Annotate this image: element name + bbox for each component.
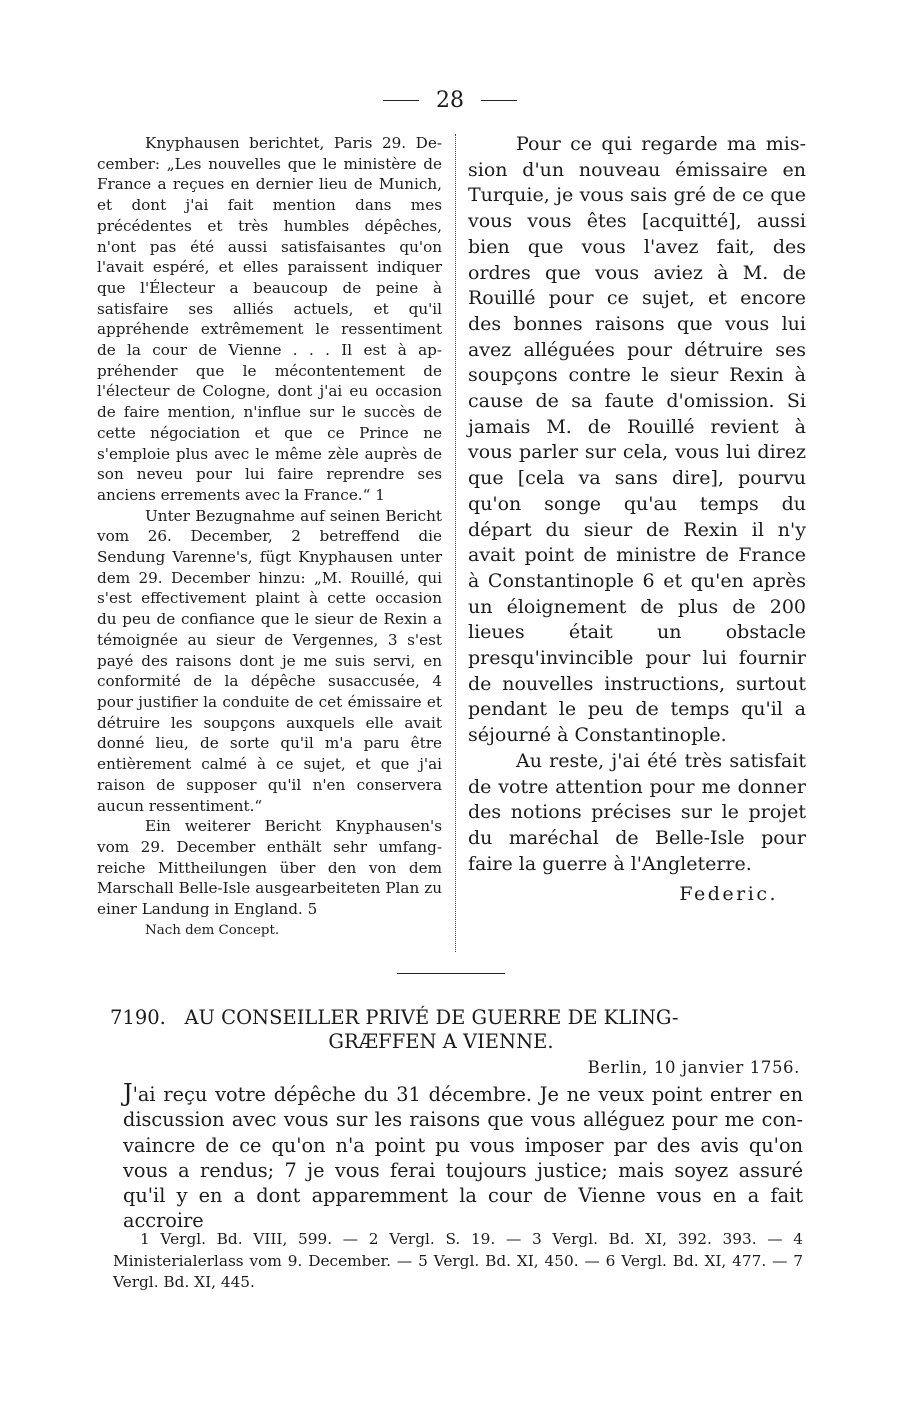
- header-dash-right: [481, 100, 517, 101]
- section-rule: [397, 973, 505, 974]
- body-text: 'ai reçu votre dépêche du 31 décembre. Je ne veux point entrer en discussion avec vous sur les raisons que vous alléguez pour me convaincre de ce qu'on n'a point pu vous imposer par des avis qu'on vous a rendus; 7 je vous ferai toujours justice; mais soyez assuré qu'il y en a dont apparemment la cour de Vienne vous en a fait accroire: [123, 1083, 803, 1233]
- commentary-paragraph: Ein weiterer Bericht Knyphausen's vom 29. December enthält sehr umfangreiche Mittheilungen über den von dem Marschall Belle-Isle ausgearbeiteten Plan zu einer Landung in England. 5: [97, 817, 442, 919]
- letter-paragraph: Au reste, j'ai été très satisfait de votre attention pour me donner des notions précises sur le projet du maréchal de Belle-Isle pour faire la guerre à l'Angleterre.: [468, 749, 806, 875]
- document-title-line-2: GRÆFFEN A VIENNE.: [328, 1030, 554, 1053]
- left-column-commentary: [97, 133, 442, 941]
- letter-paragraph: Pour ce qui regarde ma mission d'un nouveau émissaire en Turquie, je vous sais gré de ce que vous vous êtes [acquitté], aussi bien que vous l'avez fait, des ordres que vous aviez à M. de Rouillé pour ce sujet, et encore des bonnes raisons que vous lui avez alléguées pour détruire ses soupçons contre le sieur Rexin à cause de sa faute d'omission. Si jamais M. de Rouillé revient à vous parler sur cela, vous lui direz que [cela va sans dire], pourvu qu'on songe qu'au temps du départ du sieur de Rexin il n'y avait point de ministre de France à Constantinople 6 et qu'en après un éloignement de plus de 200 lieues était un obstacle presqu'invincible pour lui fournir de nouvelles instructions, surtout pendant le peu de temps qu'il a séjourné à Constantinople.: [468, 133, 806, 747]
- commentary-paragraph: Unter Bezugnahme auf seinen Bericht vom 26. December, 2 betreffend die Sendung Varenne's, fügt Knyphausen unter dem 29. December hinzu: „M. Rouillé, qui s'est effectivement plaint à cette occasion du peu de confiance que le sieur de Rexin a témoignée au sieur de Vergennes, 3 s'est payé des raisons dont je me suis servi, en conformité de la dépêche susaccusée, 4 pour justifier la conduite de cet émissaire et détruire les soupçons auxquels elle avait donné lieu, de sorte qu'il m'a paru être entièrement calmé à ce sujet, et que j'ai raison de supposer qu'il n'en conservera aucun ressentiment.“: [97, 506, 442, 815]
- right-column-letter: [468, 132, 806, 908]
- document-title-line-1: AU CONSEILLER PRIVÉ DE GUERRE DE KLING-: [184, 1006, 679, 1029]
- document-number: 7190.: [110, 1006, 166, 1029]
- document-heading: [110, 1006, 800, 1054]
- header-dash-left: [383, 100, 419, 101]
- page-number: 28: [436, 88, 464, 113]
- signature: Federic.: [679, 883, 778, 906]
- heading-line-1: [110, 1006, 800, 1030]
- page-header: [0, 88, 900, 113]
- column-divider: [455, 134, 456, 952]
- footnotes: [113, 1229, 803, 1294]
- body-paragraph: [123, 1081, 803, 1234]
- source-note: Nach dem Concept.: [145, 922, 280, 938]
- dateline: Berlin, 10 janvier 1756.: [587, 1058, 800, 1077]
- footnote-text: 1 Vergl. Bd. VIII, 599. — 2 Vergl. S. 19. — 3 Vergl. Bd. XI, 392. 393. — 4 Ministerialerlass vom 9. December. — 5 Vergl. Bd. XI, 450. — 6 Vergl. Bd. XI, 477. — 7 Vergl. Bd. XI, 445.: [113, 1230, 803, 1291]
- initial-letter: J: [123, 1079, 133, 1107]
- commentary-paragraph: Knyphausen berichtet, Paris 29. December: „Les nouvelles que le ministère de France a reçues en dernier lieu de Munich, et dont j'ai fait mention dans mes précédentes et très humbles dépêches, n'ont pas été aussi satisfaisantes qu'on l'avait espéré, et elles paraissent indiquer que l'Électeur a beaucoup de peine à satisfaire ses alliés actuels, et qu'il appréhende extrêmement le ressentiment de la cour de Vienne . . . Il est à appréhender que le mécontentement de l'électeur de Cologne, dont j'ai eu occasion de faire mention, n'influe sur le succès de cette négociation et que ce Prince ne s'emploie plus avec le même zèle auprès de son neveu pour lui faire reprendre ses anciens errements avec la France.“ 1: [97, 134, 442, 504]
- document-body: [123, 1081, 803, 1234]
